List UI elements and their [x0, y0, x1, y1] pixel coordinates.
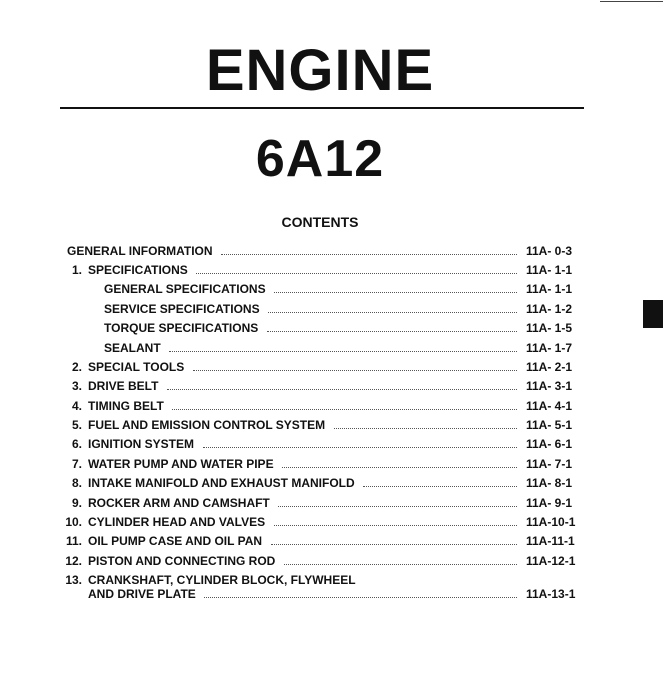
section-tab-marker: [643, 300, 663, 328]
toc-number: 8.: [71, 476, 82, 490]
toc-entry-cylinder-head-and-valves[interactable]: [0, 513, 663, 531]
toc-leader-dots: [334, 428, 517, 429]
toc-label: ROCKER ARM AND CAMSHAFT: [88, 496, 270, 510]
toc-entry-general-information[interactable]: [0, 242, 663, 260]
toc-label: GENERAL INFORMATION: [67, 244, 213, 258]
toc-page: 11A- 5-1: [526, 418, 573, 432]
toc-number: 9.: [71, 496, 82, 510]
toc-number: 10.: [65, 515, 82, 529]
toc-entry-rocker-arm-and-camshaft[interactable]: [0, 494, 663, 512]
toc-entry-oil-pump-case-and-oil-pan[interactable]: [0, 532, 663, 550]
toc-page: 11A- 0-3: [526, 244, 573, 258]
toc-label: SPECIFICATIONS: [88, 263, 188, 277]
toc-entry-water-pump-and-water-pipe[interactable]: [0, 455, 663, 473]
toc-leader-dots: [167, 389, 517, 390]
toc-page: 11A- 1-2: [526, 302, 573, 316]
toc-entry-specifications[interactable]: [0, 261, 663, 279]
toc-label: INTAKE MANIFOLD AND EXHAUST MANIFOLD: [88, 476, 355, 490]
toc-label: WATER PUMP AND WATER PIPE: [88, 457, 274, 471]
toc-entry-general-specifications[interactable]: [0, 280, 663, 298]
toc-leader-dots: [204, 597, 517, 598]
toc-entry-intake-manifold-and-exhaust-manifold[interactable]: [0, 474, 663, 492]
toc-label: CYLINDER HEAD AND VALVES: [88, 515, 266, 529]
toc-label: SPECIAL TOOLS: [88, 360, 185, 374]
toc-label: DRIVE BELT: [88, 379, 159, 393]
toc-leader-dots: [221, 254, 517, 255]
toc-entry-and-drive-plate[interactable]: [0, 585, 663, 603]
toc-entry-piston-and-connecting-rod[interactable]: [0, 552, 663, 570]
toc-entry-service-specifications[interactable]: [0, 300, 663, 318]
toc-number: 2.: [71, 360, 82, 374]
toc-leader-dots: [268, 312, 517, 313]
page-title: ENGINE: [205, 38, 435, 103]
toc-number: 12.: [65, 554, 82, 568]
toc-entry-ignition-system[interactable]: [0, 435, 663, 453]
toc-number: 3.: [71, 379, 82, 393]
toc-number: 1.: [71, 263, 82, 277]
toc-label: FUEL AND EMISSION CONTROL SYSTEM: [88, 418, 326, 432]
toc-leader-dots: [282, 467, 517, 468]
toc-label: OIL PUMP CASE AND OIL PAN: [88, 534, 263, 548]
toc-label: CRANKSHAFT, CYLINDER BLOCK, FLYWHEEL: [88, 573, 356, 587]
toc-leader-dots: [172, 409, 517, 410]
toc-label: TORQUE SPECIFICATIONS: [104, 321, 259, 335]
engine-model: 6A12: [255, 130, 385, 188]
toc-leader-dots: [196, 273, 517, 274]
toc-page: 11A- 1-5: [526, 321, 573, 335]
toc-page: 11A- 8-1: [526, 476, 573, 490]
toc-label: TIMING BELT: [88, 399, 164, 413]
toc-page: 11A- 3-1: [526, 379, 573, 393]
toc-number: 6.: [71, 437, 82, 451]
toc-page: 11A- 1-1: [526, 282, 573, 296]
toc-leader-dots: [271, 544, 517, 545]
toc-label: AND DRIVE PLATE: [88, 587, 196, 601]
toc-page: 11A- 1-1: [526, 263, 573, 277]
toc-page: 11A-10-1: [526, 515, 576, 529]
toc-number: 7.: [71, 457, 82, 471]
toc-label: PISTON AND CONNECTING ROD: [88, 554, 276, 568]
toc-page: 11A-11-1: [526, 534, 575, 548]
toc-number: 4.: [71, 399, 82, 413]
toc-page: 11A- 6-1: [526, 437, 573, 451]
toc-entry-drive-belt[interactable]: [0, 377, 663, 395]
toc-leader-dots: [274, 292, 517, 293]
toc-leader-dots: [284, 564, 517, 565]
toc-entry-special-tools[interactable]: [0, 358, 663, 376]
toc-page: 11A- 2-1: [526, 360, 573, 374]
toc-page: 11A- 9-1: [526, 496, 573, 510]
toc-entry-fuel-and-emission-control-system[interactable]: [0, 416, 663, 434]
toc-leader-dots: [267, 331, 517, 332]
toc-page: 11A- 1-7: [526, 341, 573, 355]
toc-entry-sealant[interactable]: [0, 339, 663, 357]
toc-label: GENERAL SPECIFICATIONS: [104, 282, 266, 296]
toc-leader-dots: [278, 506, 517, 507]
toc-page: 11A- 7-1: [526, 457, 573, 471]
toc-leader-dots: [203, 447, 517, 448]
contents-heading: CONTENTS: [281, 214, 359, 230]
toc-number: 5.: [71, 418, 82, 432]
toc-leader-dots: [193, 370, 517, 371]
toc-label: IGNITION SYSTEM: [88, 437, 195, 451]
toc-leader-dots: [363, 486, 517, 487]
toc-label: SERVICE SPECIFICATIONS: [104, 302, 260, 316]
toc-label: SEALANT: [104, 341, 161, 355]
toc-page: 11A- 4-1: [526, 399, 573, 413]
toc-number: 13.: [65, 573, 82, 587]
toc-page: 11A-12-1: [526, 554, 576, 568]
toc-leader-dots: [274, 525, 517, 526]
toc-number: 11.: [65, 534, 82, 548]
toc-entry-timing-belt[interactable]: [0, 397, 663, 415]
toc-page: 11A-13-1: [526, 587, 576, 601]
toc-entry-torque-specifications[interactable]: [0, 319, 663, 337]
toc-leader-dots: [169, 351, 517, 352]
